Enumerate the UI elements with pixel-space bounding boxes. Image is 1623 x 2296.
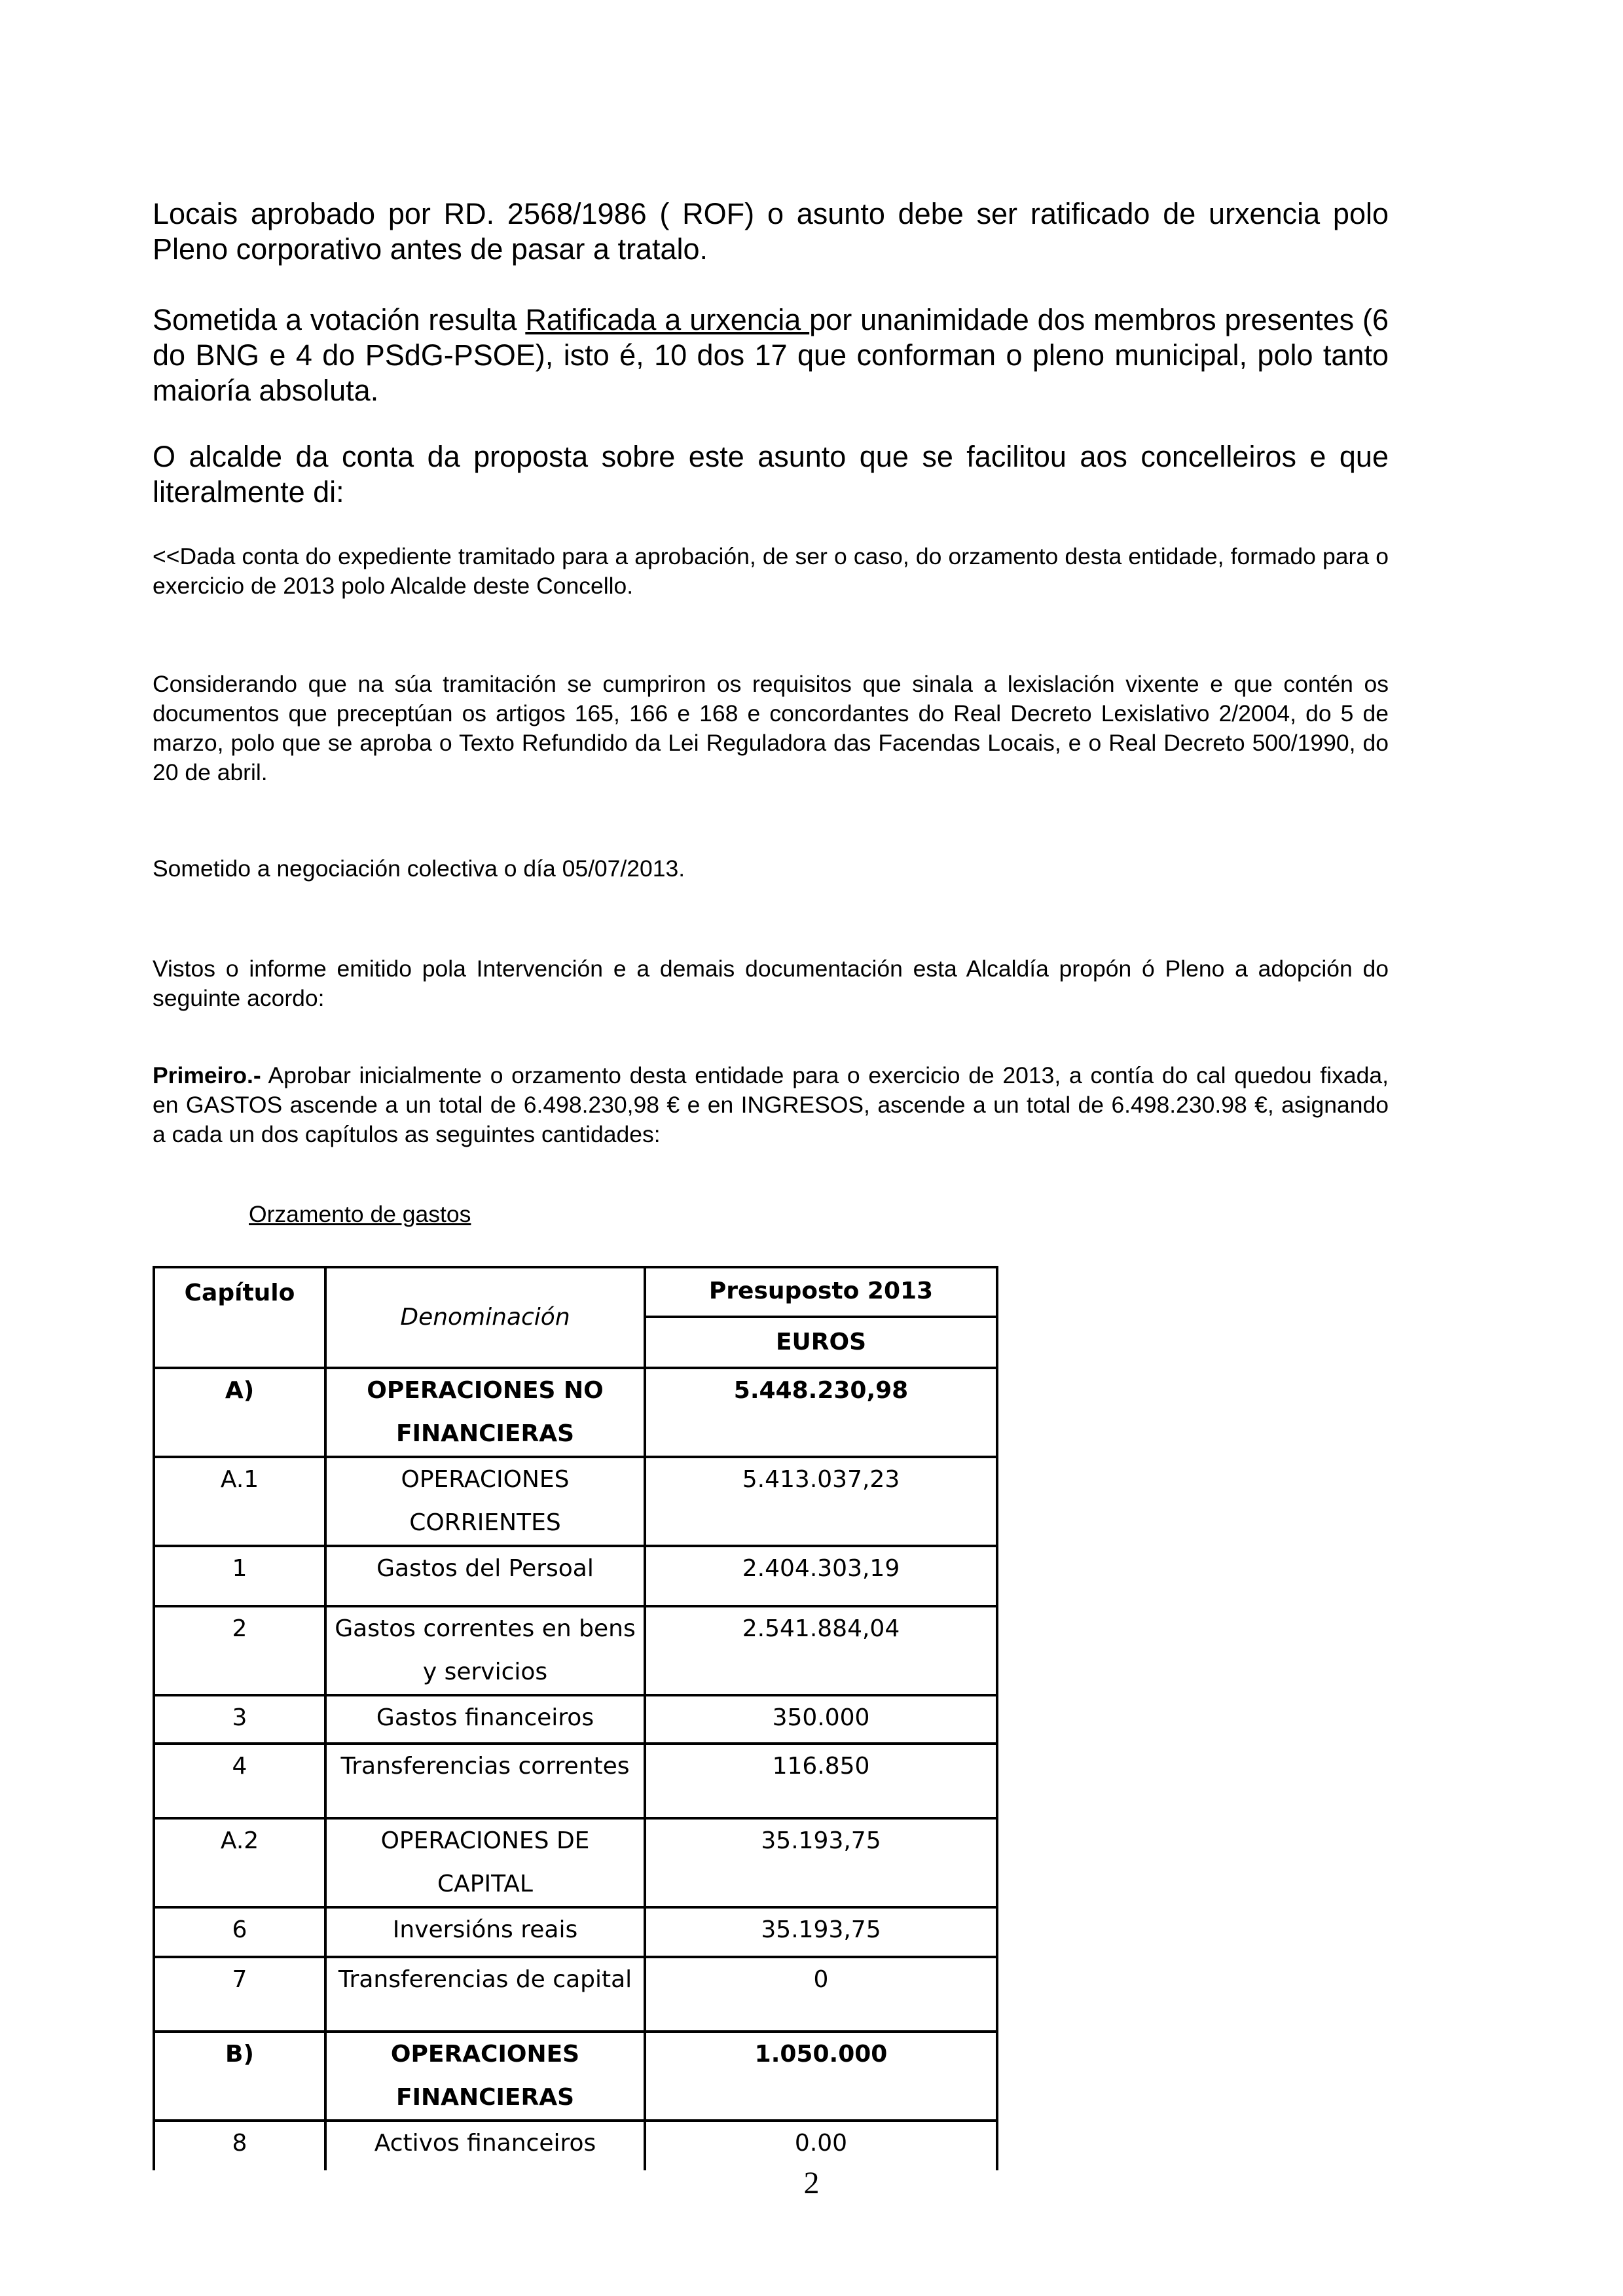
cell-importe: 2.541.884,04 — [645, 1606, 997, 1695]
paragraph-rof: Locais aprobado por RD. 2568/1986 ( ROF) o asunto debe ser ratificado de urxencia polo Pleno corporativo antes de pasar a tratalo. — [153, 197, 1389, 266]
cell-capitulo: A.1 — [154, 1457, 325, 1546]
page-number: 2 — [803, 2166, 820, 2200]
cell-importe: 350.000 — [645, 1695, 997, 1744]
cell-capitulo: 4 — [154, 1744, 325, 1818]
cell-capitulo: 6 — [154, 1907, 325, 1957]
cell-denominacion: Gastos financeiros — [325, 1695, 645, 1744]
table-row — [154, 2032, 997, 2121]
header-denominacion: Denominación — [325, 1267, 645, 1368]
header-euros: EUROS — [645, 1317, 997, 1368]
primeiro-label: Primeiro.- — [153, 1062, 261, 1088]
paragraph-considerando: Considerando que na súa tramitación se cumpriron os requisitos que sinala a lexislación vixente e que contén os documentos que preceptúan os artigos 165, 166 e 168 e concordantes do Real Decreto Lexislativo 2/2004, do 5 de marzo, polo que se aproba o Texto Refundido da Lei Reguladora das Facendas Locais, e o Real Decreto 500/1990, do 20 de abril. — [153, 671, 1389, 785]
cell-denominacion: Transferencias correntes — [325, 1744, 645, 1818]
paragraph-alcalde: O alcalde da conta da proposta sobre este asunto que se facilitou aos concelleiros e que literalmente di: — [153, 440, 1389, 509]
cell-capitulo: 7 — [154, 1957, 325, 2032]
cell-denominacion: OPERACIONES FINANCIERAS — [325, 2032, 645, 2121]
table-row — [154, 1606, 997, 1695]
table-row — [154, 1907, 997, 1957]
header-presuposto: Presuposto 2013 — [645, 1267, 997, 1317]
cell-capitulo: 2 — [154, 1606, 325, 1695]
cell-denominacion: Gastos del Persoal — [325, 1546, 645, 1606]
table-row — [154, 1546, 997, 1606]
table-row — [154, 1457, 997, 1546]
cell-capitulo: A) — [154, 1368, 325, 1457]
cell-importe: 116.850 — [645, 1744, 997, 1818]
paragraph-votacion — [153, 302, 1389, 408]
votacion-text-end: por unanimidade dos membros presentes (6 do BNG e 4 do PSdG-PSOE), isto é, 10 dos 17 que conforman o pleno municipal, polo tanto maioría absoluta. — [153, 303, 1389, 407]
cell-capitulo: 3 — [154, 1695, 325, 1744]
cell-importe: 5.448.230,98 — [645, 1368, 997, 1457]
cell-capitulo: A.2 — [154, 1818, 325, 1907]
cell-denominacion: Activos financeiros — [325, 2121, 645, 2170]
ratificada-urxencia-text: Ratificada a urxencia — [525, 303, 810, 336]
cell-denominacion: Inversións reais — [325, 1907, 645, 1957]
cell-denominacion: OPERACIONES NO FINANCIERAS — [325, 1368, 645, 1457]
cell-denominacion: Transferencias de capital — [325, 1957, 645, 2032]
cell-importe: 2.404.303,19 — [645, 1546, 997, 1606]
table-row — [154, 2121, 997, 2170]
table-title: Orzamento de gastos — [249, 1201, 471, 1227]
table-row — [154, 1368, 997, 1457]
cell-denominacion: OPERACIONES DE CAPITAL — [325, 1818, 645, 1907]
cell-denominacion: Gastos correntes en bens y servicios — [325, 1606, 645, 1695]
paragraph-vistos: Vistos o informe emitido pola Intervención e a demais documentación esta Alcaldía propón ó Pleno a adopción do seguinte acordo: — [153, 956, 1389, 1011]
header-capitulo: Capítulo — [154, 1267, 325, 1368]
paragraph-primeiro — [153, 1061, 1389, 1149]
cell-capitulo: 8 — [154, 2121, 325, 2170]
budget-table-body — [154, 1368, 997, 2170]
cell-importe: 1.050.000 — [645, 2032, 997, 2121]
cell-capitulo: B) — [154, 2032, 325, 2121]
cell-importe: 35.193,75 — [645, 1818, 997, 1907]
table-row — [154, 1818, 997, 1907]
votacion-text-start: Sometida a votación resulta — [153, 303, 526, 336]
cell-denominacion: OPERACIONES CORRIENTES — [325, 1457, 645, 1546]
cell-importe: 0 — [645, 1957, 997, 2032]
cell-importe: 5.413.037,23 — [645, 1457, 997, 1546]
cell-importe: 0.00 — [645, 2121, 997, 2170]
paragraph-dada-conta: <<Dada conta do expediente tramitado para a aprobación, de ser o caso, do orzamento desta entidade, formado para o exercicio de 2013 polo Alcalde deste Concello. — [153, 543, 1389, 599]
table-row — [154, 1695, 997, 1744]
primeiro-text: Aprobar inicialmente o orzamento desta entidade para o exercicio de 2013, a contía do cal quedou fixada, en GASTOS ascende a un total de 6.498.230,98 € e en INGRESOS, ascende a un total de 6.498.230.98 €, asignando a cada un dos capítulos as seguintes cantidades: — [153, 1062, 1389, 1147]
budget-table — [153, 1266, 998, 2170]
cell-capitulo: 1 — [154, 1546, 325, 1606]
table-row — [154, 1957, 997, 2032]
table-row — [154, 1744, 997, 1818]
cell-importe: 35.193,75 — [645, 1907, 997, 1957]
paragraph-negociacion: Sometido a negociación colectiva o día 05/07/2013. — [153, 855, 685, 882]
